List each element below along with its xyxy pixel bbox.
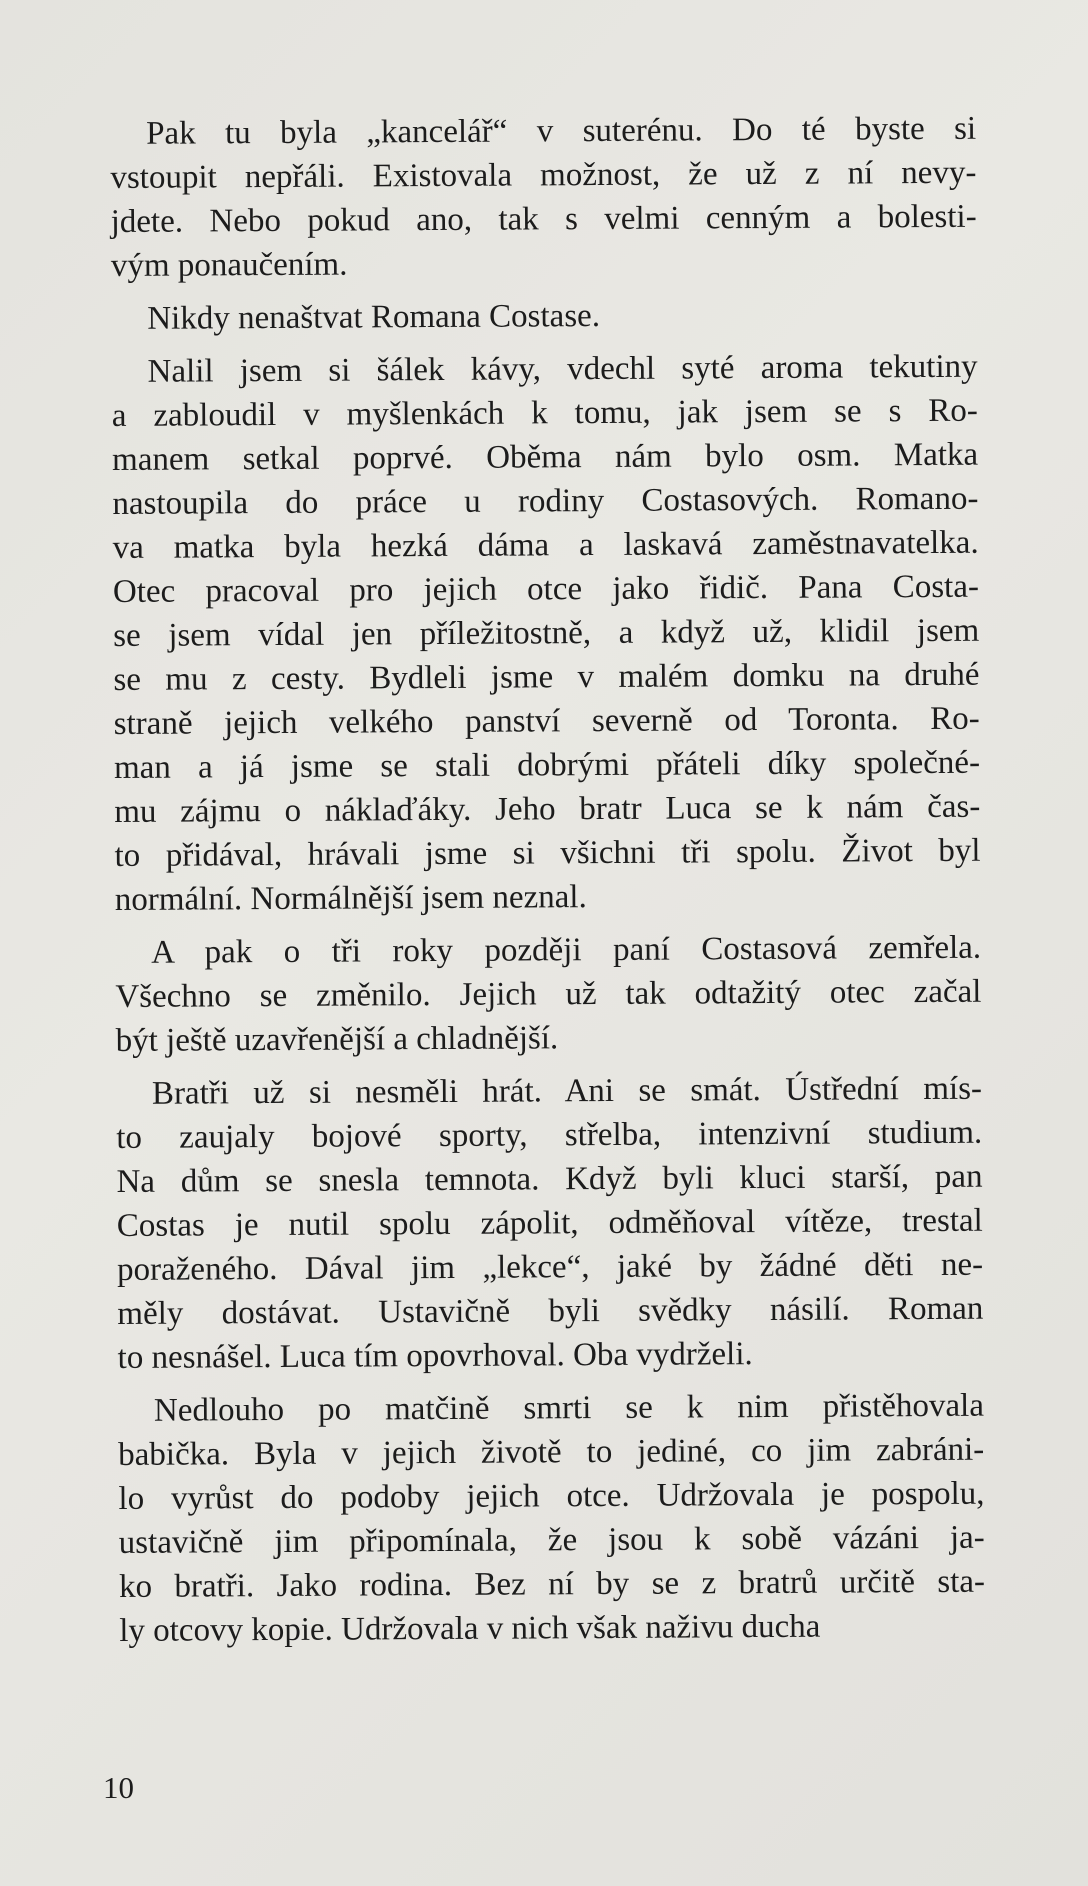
- text-line: být ještě uzavřenější a chladnější.: [115, 1020, 559, 1059]
- text-line: va matka byla hezká dáma a laskavá zaměstnavatelka.: [112, 524, 979, 566]
- text-line: mu zájmu o náklaďáky. Jeho bratr Luca se k nám čas-: [114, 788, 981, 830]
- text-line: Nalil jsem si šálek kávy, vdechl syté aroma tekutiny: [147, 348, 978, 390]
- paragraph: [111, 292, 977, 341]
- text-line: ko bratři. Jako rodina. Bez ní by se z bratrů určitě sta-: [118, 1563, 986, 1605]
- text-line: straně jejich velkého panství severně od Toronta. Ro-: [113, 700, 980, 742]
- text-line: vým ponaučením.: [110, 246, 348, 284]
- text-line: Pak tu byla „kancelář“ v suterénu. Do té byste si: [146, 110, 977, 152]
- paragraph: [111, 345, 980, 922]
- text-line: se mu z cesty. Bydleli jsme v malém domku na druhé: [113, 656, 980, 698]
- text-line: normální. Normálnější jsem neznal.: [114, 879, 587, 918]
- text-line: to přidával, hrávali jsme si všichni tři spolu. Život byl: [114, 832, 981, 874]
- text-line: ustavičně jim připomínala, že jsou k sobě vázáni ja-: [118, 1519, 985, 1561]
- text-line: manem setkal poprvé. Oběma nám bylo osm. Matka: [112, 436, 979, 478]
- text-line: Otec pracoval pro jejich otce jako řidič. Pana Costa-: [112, 568, 980, 610]
- body-text: [110, 107, 985, 1662]
- text-line: vstoupit nepřáli. Existovala možnost, že už z ní nevy-: [110, 154, 977, 196]
- text-line: se jsem vídal jen příležitostně, a když už, klidil jsem: [113, 612, 980, 654]
- page-number: 10: [103, 1770, 134, 1805]
- text-line: Na dům se snesla temnota. Když byli kluci starší, pan: [116, 1158, 983, 1200]
- text-line: lo vyrůst do podoby jejich otce. Udržovala je pospolu,: [118, 1475, 985, 1517]
- text-line: měly dostávat. Ustavičně byli svědky násilí. Roman: [117, 1290, 984, 1332]
- text-line: to nesnášel. Luca tím opovrhoval. Oba vydrželi.: [117, 1336, 753, 1376]
- text-line: A pak o tři roky později paní Costasová zemřela.: [151, 929, 982, 971]
- paragraph: [115, 926, 982, 1063]
- text-line: a zabloudil v myšlenkách k tomu, jak jsem se s Ro-: [111, 392, 978, 434]
- text-line: Costas je nutil spolu zápolit, odměňoval vítěze, trestal: [116, 1202, 983, 1244]
- text-line: babička. Byla v jejich životě to jediné, co jim zabráni-: [118, 1431, 985, 1473]
- text-line: poraženého. Dával jim „lekce“, jaké by žádné děti ne-: [116, 1246, 984, 1288]
- text-line: to zaujaly bojové sporty, střelba, intenzivní studium.: [116, 1114, 983, 1156]
- text-line: man a já jsme se stali dobrými přáteli díky společné-: [113, 744, 981, 786]
- text-line: jdete. Nebo pokud ano, tak s velmi cenným a bolesti-: [110, 198, 977, 240]
- text-line: nastoupila do práce u rodiny Costasových. Romano-: [112, 480, 979, 522]
- paragraph: [116, 1067, 984, 1380]
- text-line: Bratři už si nesměli hrát. Ani se smát. Ústřední mís-: [151, 1070, 983, 1112]
- text-line: Nikdy nenaštvat Romana Costase.: [147, 298, 601, 337]
- paragraph: [118, 1384, 986, 1653]
- paragraph: [110, 107, 977, 288]
- text-line: ly otcovy kopie. Udržovala v nich však naživu ducha: [119, 1608, 821, 1649]
- text-line: Všechno se změnilo. Jejich už tak odtažitý otec začal: [115, 973, 982, 1015]
- text-line: Nedlouho po matčině smrti se k nim přistěhovala: [153, 1387, 985, 1429]
